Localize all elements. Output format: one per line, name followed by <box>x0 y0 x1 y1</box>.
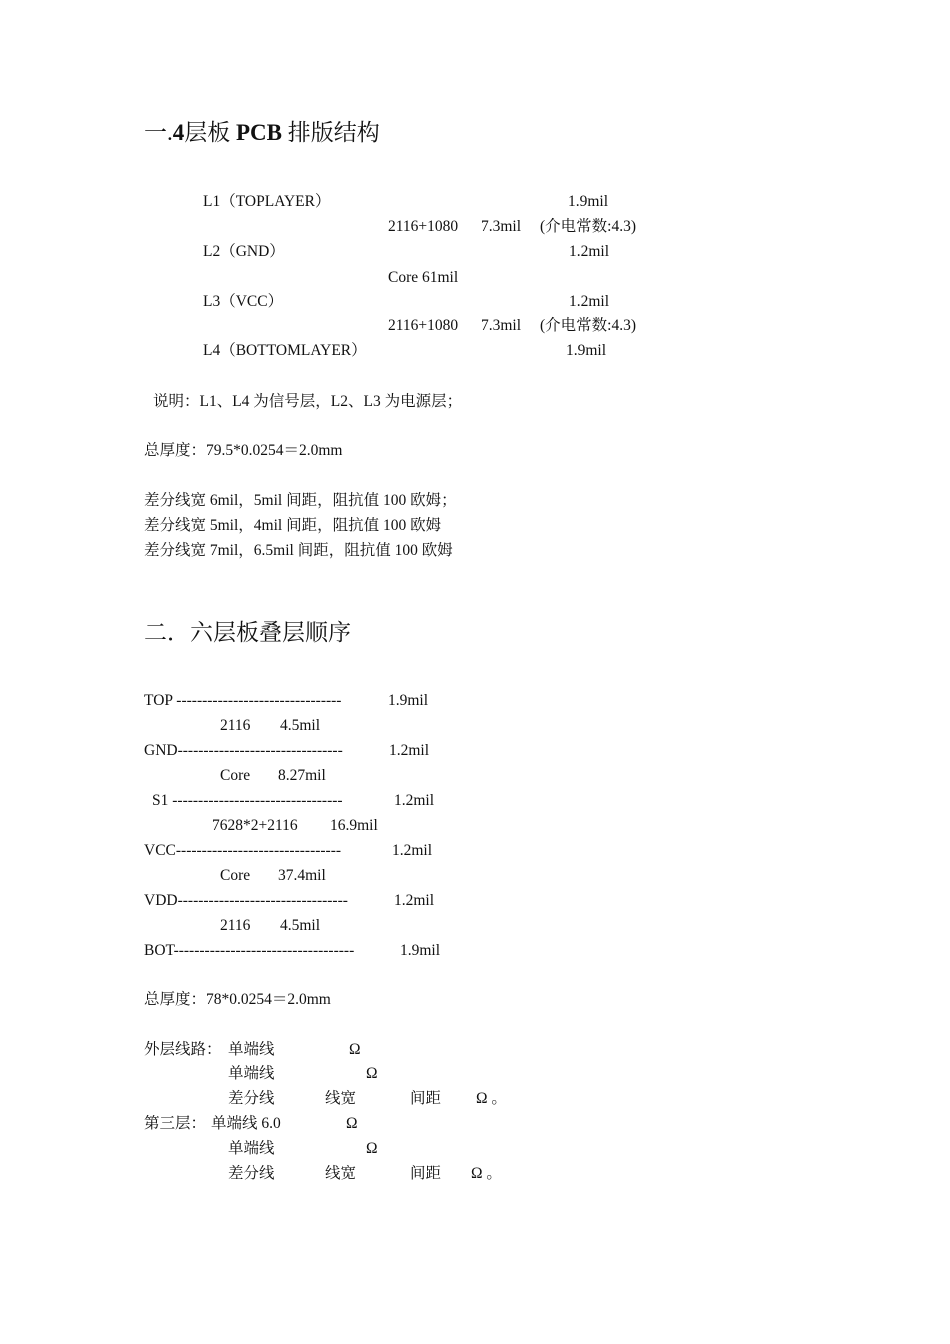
stack-core-2-material: Core <box>220 867 251 884</box>
third-single-ended-1: 单端线 6.0 <box>211 1115 281 1132</box>
stack-prepreg-2-thickness: 16.9mil <box>330 817 378 834</box>
layer-l2-label: L2（GND） <box>203 243 285 260</box>
prepreg-1-material: 2116+1080 <box>388 218 459 235</box>
third-diff-ohm: Ω 。 <box>471 1165 502 1182</box>
third-single-ended-1-ohm: Ω <box>346 1115 358 1132</box>
stack-prepreg-3-material: 2116 <box>220 917 251 934</box>
diff-pair-line-1: 差分线宽 6mil，5mil 间距，阻抗值 100 欧姆； <box>144 492 457 509</box>
layer-l1-label: L1（TOPLAYER） <box>203 193 331 210</box>
stack-bot-thickness: 1.9mil <box>400 942 441 959</box>
prepreg-1-dielectric: (介电常数:4.3) <box>540 218 637 235</box>
outer-diff-ohm: Ω 。 <box>476 1090 507 1107</box>
third-single-ended-2: 单端线 <box>228 1140 275 1157</box>
third-single-ended-2-ohm: Ω <box>366 1140 378 1157</box>
stack-vcc-line: VCC-------------------------------- <box>144 842 342 859</box>
stack-core-1-material: Core <box>220 767 251 784</box>
stack-vdd-thickness: 1.2mil <box>394 892 435 909</box>
stack-prepreg-1-material: 2116 <box>220 717 251 734</box>
stack-top-line: TOP -------------------------------- <box>144 692 342 709</box>
stack-vcc-thickness: 1.2mil <box>392 842 433 859</box>
layer-l1-thickness: 1.9mil <box>568 193 609 210</box>
layer-l3-thickness: 1.2mil <box>569 293 610 310</box>
layer-l4-label: L4（BOTTOMLAYER） <box>203 342 367 359</box>
stack-bot-line: BOT----------------------------------- <box>144 942 355 959</box>
stack-s1-thickness: 1.2mil <box>394 792 435 809</box>
stack-prepreg-1-thickness: 4.5mil <box>280 717 321 734</box>
third-layer-label: 第三层： <box>144 1115 207 1132</box>
layer-l2-thickness: 1.2mil <box>569 243 610 260</box>
section1-total-thickness: 总厚度：79.5*0.0254＝2.0mm <box>144 442 343 459</box>
third-diff-width: 线宽 <box>325 1165 357 1182</box>
outer-diff-pair: 差分线 <box>228 1090 275 1107</box>
stack-vdd-line: VDD--------------------------------- <box>144 892 348 909</box>
outer-layer-label: 外层线路： <box>144 1041 222 1058</box>
third-diff-pair: 差分线 <box>228 1165 275 1182</box>
outer-single-ended-1-ohm: Ω <box>349 1041 361 1058</box>
prepreg-2-dielectric: (介电常数:4.3) <box>540 317 637 334</box>
section1-note: 说明：L1、L4 为信号层，L2、L3 为电源层； <box>153 393 463 410</box>
core-material: Core 61mil <box>388 269 459 286</box>
stack-top-thickness: 1.9mil <box>388 692 429 709</box>
diff-pair-line-3: 差分线宽 7mil，6.5mil 间距，阻抗值 100 欧姆 <box>144 542 453 559</box>
layer-l3-label: L3（VCC） <box>203 293 284 310</box>
prepreg-2-material: 2116+1080 <box>388 317 459 334</box>
outer-diff-width: 线宽 <box>325 1090 357 1107</box>
outer-single-ended-1: 单端线 <box>228 1041 275 1058</box>
stack-core-2-thickness: 37.4mil <box>278 867 326 884</box>
stack-s1-line: S1 --------------------------------- <box>152 792 343 809</box>
stack-gnd-line: GND-------------------------------- <box>144 742 343 759</box>
outer-diff-spacing: 间距 <box>410 1090 442 1107</box>
section1-heading: 一.4层板 PCB 排版结构 <box>144 120 380 145</box>
layer-l4-thickness: 1.9mil <box>566 342 607 359</box>
stack-prepreg-3-thickness: 4.5mil <box>280 917 321 934</box>
prepreg-1-thickness: 7.3mil <box>481 218 522 235</box>
third-diff-spacing: 间距 <box>410 1165 442 1182</box>
prepreg-2-thickness: 7.3mil <box>481 317 522 334</box>
outer-single-ended-2-ohm: Ω <box>366 1065 378 1082</box>
section2-total-thickness: 总厚度：78*0.0254＝2.0mm <box>144 991 331 1008</box>
section2-heading: 二．六层板叠层顺序 <box>144 620 351 645</box>
outer-single-ended-2: 单端线 <box>228 1065 275 1082</box>
diff-pair-line-2: 差分线宽 5mil，4mil 间距，阻抗值 100 欧姆 <box>144 517 442 534</box>
stack-gnd-thickness: 1.2mil <box>389 742 430 759</box>
stack-prepreg-2-material: 7628*2+2116 <box>212 817 298 834</box>
stack-core-1-thickness: 8.27mil <box>278 767 326 784</box>
